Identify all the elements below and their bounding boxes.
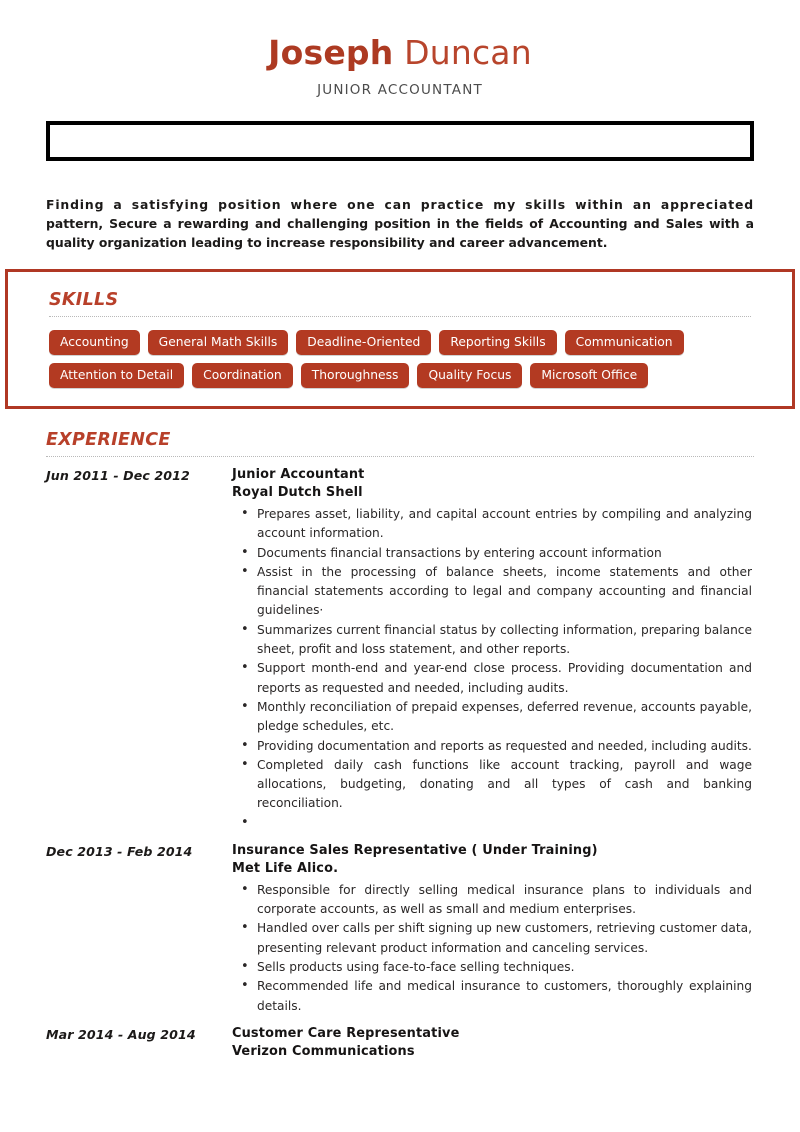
experience-bullet-list [232,505,754,833]
experience-section[interactable] [0,430,800,1061]
skill-tag[interactable]: Coordination [192,363,293,388]
experience-section-title: EXPERIENCE [46,430,171,450]
skill-tag[interactable]: Quality Focus [417,363,522,388]
experience-bullet-list [232,881,754,1016]
skill-tag[interactable]: Deadline-Oriented [296,330,431,355]
experience-bullet: • Support month-end and year-end close process. Providing documentation and reports as requested and needed, including audits. [232,659,754,698]
experience-bullet: • Sells products using face-to-face selling techniques. [232,958,754,977]
experience-dates: Jun 2011 - Dec 2012 [46,468,190,483]
experience-bullet: • Recommended life and medical insurance to customers, thoroughly explaining details. [232,977,754,1016]
experience-body [232,1025,754,1061]
skill-row [49,330,751,355]
experience-body [232,466,754,833]
skill-tag[interactable]: Microsoft Office [530,363,648,388]
experience-bullet: • Completed daily cash functions like account tracking, payroll and wage allocations, budgeting, donating and all types of cash and banking reconciliation. [232,756,754,814]
summary-line-3: a quality organization leading to increase responsibility and career advancement. [46,216,754,250]
candidate-job-role: JUNIOR ACCOUNTANT [317,82,483,98]
candidate-name [0,34,800,72]
experience-bullet: • Handled over calls per shift signing up new customers, retrieving customer data, presenting relevant product information and canceling services. [232,919,754,958]
experience-company: Royal Dutch Shell [232,485,363,500]
summary-line-2: pattern, Secure a rewarding and challenging position in the fields of Accounting and Sales with [46,216,740,231]
summary-line-1: Finding a satisfying position where one can practice my skills within an appreciated [46,197,754,212]
experience-job-title: Junior Accountant [232,467,365,482]
experience-job-title: Insurance Sales Representative ( Under Training) [232,842,598,858]
experience-bullet-empty [232,814,754,833]
experience-bullet: • Documents financial transactions by entering account information [232,544,754,563]
experience-bullet: • Responsible for directly selling medical insurance plans to individuals and corporate accounts, as well as small and medium enterprises. [232,881,754,920]
skill-tag[interactable]: Reporting Skills [439,330,556,355]
skill-tag[interactable]: Accounting [49,330,140,355]
experience-section-head [46,430,754,457]
skill-row [49,363,751,388]
experience-company: Met Life Alico. [232,860,339,876]
contact-info-box[interactable] [46,121,754,161]
skill-tag[interactable]: Attention to Detail [49,363,184,388]
experience-bullet: • Providing documentation and reports as requested and needed, including audits. [232,737,754,756]
resume-header [0,0,800,98]
experience-body [232,842,754,1016]
experience-entry[interactable] [46,466,754,833]
experience-bullet: • Assist in the processing of balance sheets, income statements and other financial statements according to legal and company accounting and financial guidelines· [232,563,754,621]
skill-tag[interactable]: General Math Skills [148,330,289,355]
skills-section[interactable] [5,269,795,409]
first-name: Joseph [268,33,394,72]
experience-entry[interactable] [46,842,754,1016]
experience-entry[interactable] [46,1025,754,1061]
skills-divider [49,315,751,317]
experience-bullet: • Prepares asset, liability, and capital account entries by compiling and analyzing account information. [232,505,754,544]
experience-company: Verizon Communications [232,1043,415,1059]
experience-job-title: Customer Care Representative [232,1025,460,1041]
experience-divider [46,455,754,457]
skills-section-head [49,290,751,317]
skills-tag-list [49,330,751,388]
experience-entry-list [0,466,800,1061]
experience-bullet: • Monthly reconciliation of prepaid expenses, deferred revenue, accounts payable, pledge schedules, etc. [232,698,754,737]
experience-bullet: • Summarizes current financial status by collecting information, preparing balance sheet, profit and loss statement, and other reports. [232,621,754,660]
experience-dates: Mar 2014 - Aug 2014 [46,1026,196,1042]
skill-tag[interactable]: Communication [565,330,684,355]
skill-tag[interactable]: Thoroughness [301,363,410,388]
skills-section-title: SKILLS [49,290,119,310]
summary-paragraph [46,195,754,252]
experience-dates: Dec 2013 - Feb 2014 [46,843,193,859]
last-name: Duncan [404,33,532,72]
